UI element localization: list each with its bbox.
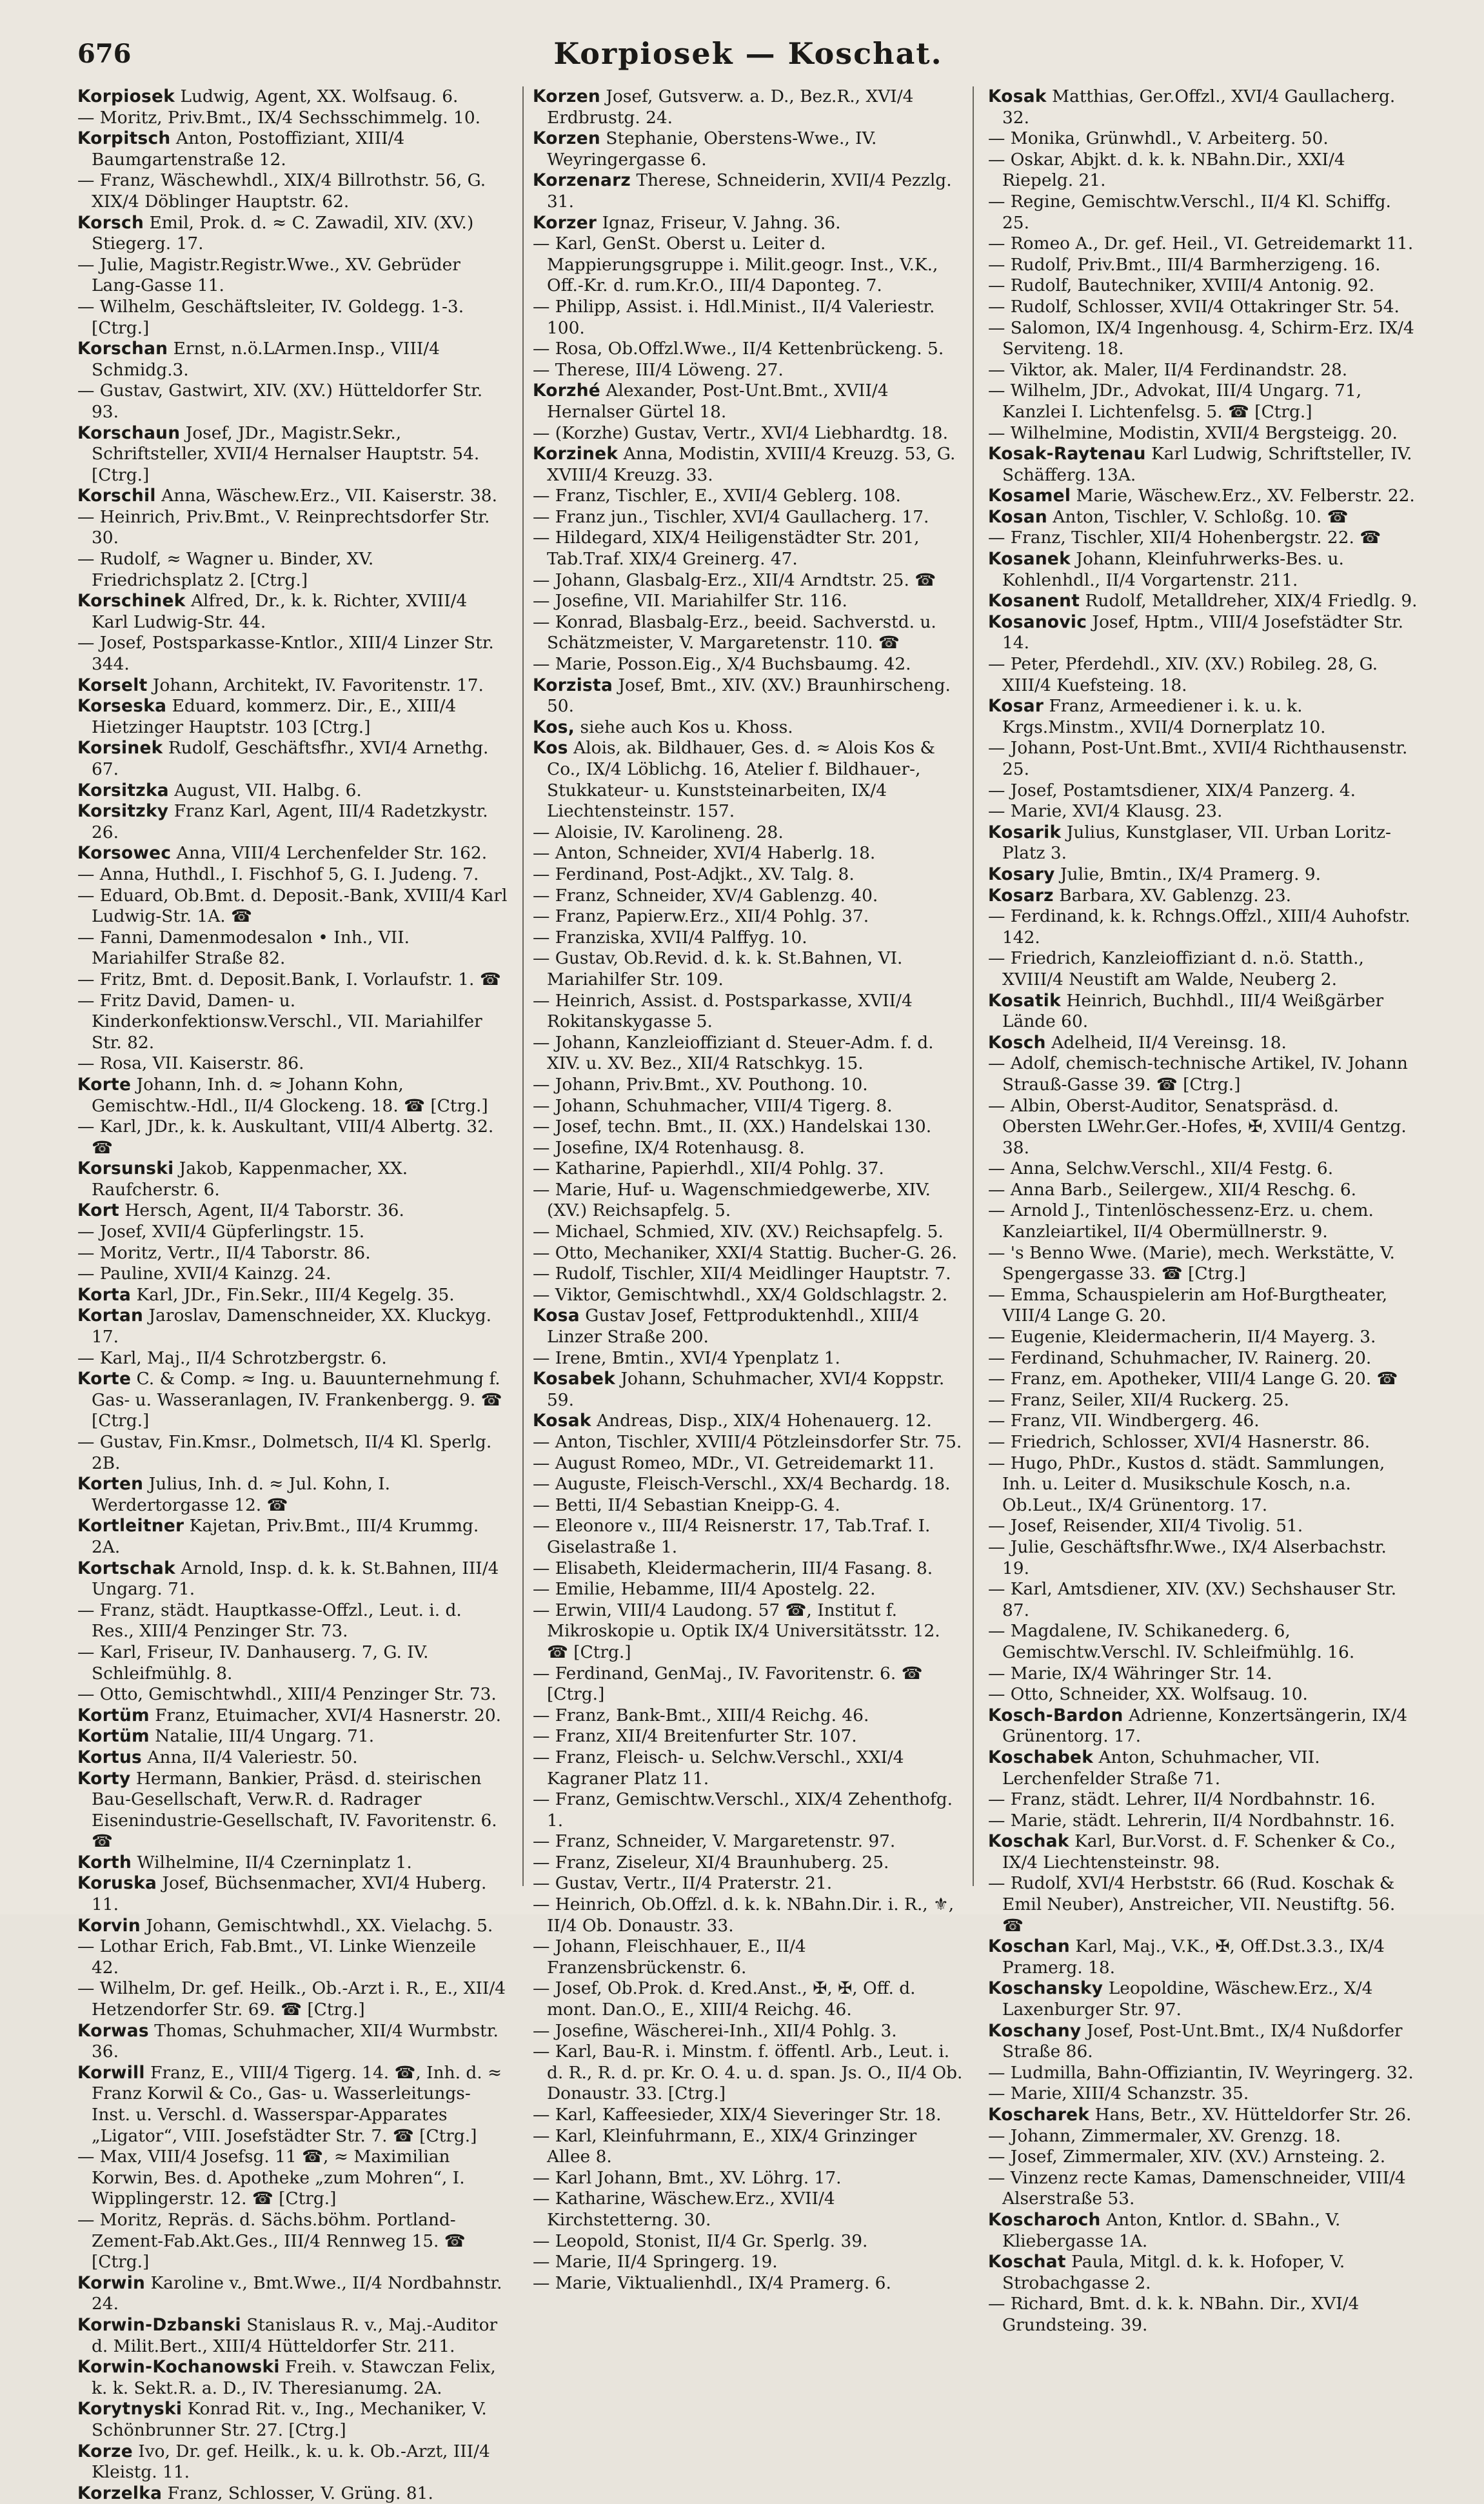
directory-entry: — Josef, XVII/4 Güpferlingstr. 15. [77, 1222, 365, 1242]
directory-entry: — Fanni, Damenmodesalon • Inh., VII. Mariahilfer Straße 82. [77, 927, 410, 969]
directory-entry: — Heinrich, Priv.Bmt., V. Reinprechtsdorfer Str. 30. [77, 506, 490, 548]
directory-entry: — Franz, Gemischtw.Verschl., XIX/4 Zehenthofg. 1. [533, 1789, 953, 1831]
directory-entry: — Johann, Kanzleioffiziant d. Steuer-Adm. f. d. XIV. u. XV. Bez., XII/4 Ratschkyg. 15. [533, 1032, 934, 1074]
directory-entry: Kosanent Rudolf, Metalldreher, XIX/4 Friedlg. 9. [988, 591, 1418, 611]
directory-entry: Kosa Gustav Josef, Fettproduktenhdl., XIII/4 Linzer Straße 200. [533, 1306, 920, 1347]
directory-entry: Korte Johann, Inh. d. ≈ Johann Kohn, Gemischtw.-Hdl., II/4 Glockeng. 18. ☎ [Ctrg.] [77, 1074, 488, 1116]
page-header [77, 34, 1419, 79]
directory-entry: — Franz, städt. Lehrer, II/4 Nordbahnstr. 16. [988, 1789, 1376, 1810]
directory-entry: Koscharek Hans, Betr., XV. Hütteldorfer Str. 26. [988, 2105, 1412, 2125]
directory-entry: — Anna, Huthdl., I. Fischhof 5, G. I. Judeng. 7. [77, 864, 479, 884]
directory-entry: — Emilie, Hebamme, III/4 Apostelg. 22. [533, 1579, 876, 1600]
directory-entry: — Marie, städt. Lehrerin, II/4 Nordbahnstr. 16. [988, 1810, 1395, 1831]
directory-entry: — Ferdinand, Schuhmacher, IV. Rainerg. 20. [988, 1347, 1372, 1368]
directory-entry: — Wilhelmine, Modistin, XVII/4 Bergsteigg. 20. [988, 422, 1398, 443]
directory-entry: Kortschak Arnold, Insp. d. k. k. St.Bahnen, III/4 Ungarg. 71. [77, 1558, 499, 1600]
directory-entry: — Oskar, Abjkt. d. k. k. NBahn.Dir., XXI/4 Riepelg. 21. [988, 149, 1345, 191]
directory-entry: Korzhé Alexander, Post-Unt.Bmt., XVII/4 Hernalser Gürtel 18. [533, 381, 889, 422]
directory-entry: — Karl, GenSt. Oberst u. Leiter d. Mappierungsgruppe i. Milit.geogr. Inst., V.K., Off.-Kr. d. rum.Kr.O., III/4 Daponteg. 7. [533, 234, 938, 296]
directory-entry: — Richard, Bmt. d. k. k. NBahn. Dir., XVI/4 Grundsteing. 39. [988, 2294, 1360, 2335]
directory-entry: Korsch Emil, Prok. d. ≈ C. Zawadil, XIV. (XV.) Stiegerg. 17. [77, 212, 474, 254]
directory-entry: Kort Hersch, Agent, II/4 Taborstr. 36. [77, 1200, 404, 1221]
directory-entry: — Marie, Huf- u. Wagenschmiedgewerbe, XIV. (XV.) Reichsapfelg. 5. [533, 1179, 931, 1221]
directory-entry: — Wilhelm, JDr., Advokat, III/4 Ungarg. 71, Kanzlei I. Lichtenfelsg. 5. ☎ [Ctrg.] [988, 381, 1362, 422]
directory-entry: — Johann, Schuhmacher, VIII/4 Tigerg. 8. [533, 1095, 893, 1116]
directory-entry: — Hugo, PhDr., Kustos d. städt. Sammlungen, Inh. u. Leiter d. Musikschule Kosch, n.a. Ob.Leut., IX/4 Grünentorg. 17. [988, 1453, 1385, 1515]
directory-entry: Korsitzky Franz Karl, Agent, III/4 Radetzkystr. 26. [77, 801, 488, 842]
directory-entry: — Eugenie, Kleidermacherin, II/4 Mayerg. 3. [988, 1327, 1376, 1347]
directory-entry: Korzista Josef, Bmt., XIV. (XV.) Braunhirscheng. 50. [533, 675, 951, 717]
directory-entry: Korwill Franz, E., VIII/4 Tigerg. 14. ☎, Inh. d. ≈ Franz Korwil & Co., Gas- u. Wasserleitungs-Inst. u. Verschl. d. Wasserspar-Apparates „Ligator“, VIII. Josefstädter Str. 7. ☎ [Ctrg.] [77, 2062, 502, 2146]
directory-entry: — Franz, XII/4 Breitenfurter Str. 107. [533, 1726, 857, 1747]
directory-entry: Korth Wilhelmine, II/4 Czerninplatz 1. [77, 1852, 412, 1873]
directory-entry: — (Korzhe) Gustav, Vertr., XVI/4 Liebhardtg. 18. [533, 422, 948, 443]
directory-entry: — Rudolf, Schlosser, XVII/4 Ottakringer Str. 54. [988, 296, 1400, 317]
directory-entry: — Irene, Bmtin., XVI/4 Ypenplatz 1. [533, 1347, 840, 1368]
directory-entry: — Rudolf, ≈ Wagner u. Binder, XV. Friedrichsplatz 2. [Ctrg.] [77, 549, 374, 590]
directory-entry: — Franz, Ziseleur, XI/4 Braunhuberg. 25. [533, 1852, 889, 1873]
directory-entry: Korze Ivo, Dr. gef. Heilk., k. u. k. Ob.-Arzt, III/4 Kleistg. 11. [77, 2441, 490, 2483]
directory-entry: — Moritz, Repräs. d. Sächs.böhm. Portland-Zement-Fab.Akt.Ges., III/4 Rennweg 15. ☎ [Ctrg.] [77, 2209, 466, 2272]
directory-entry: — Philipp, Assist. i. Hdl.Minist., II/4 Valeriestr. 100. [533, 296, 935, 338]
directory-entry: — Magdalene, IV. Schikanederg. 6, Gemischtw.Verschl. IV. Schleifmühlg. 16. [988, 1621, 1355, 1662]
directory-entry: — Karl, Bau-R. i. Minstm. f. öffentl. Arb., Leut. i. d. R., R. d. pr. Kr. O. 4. u. d. span. Js. O., II/4 Ob. Donaustr. 33. [Ctrg.] [533, 2042, 963, 2104]
directory-entry: Kosanovic Josef, Hptm., VIII/4 Josefstädter Str. 14. [988, 611, 1404, 653]
directory-entry: Kortus Anna, II/4 Valeriestr. 50. [77, 1747, 358, 1767]
directory-entry: Korwas Thomas, Schuhmacher, XII/4 Wurmbstr. 36. [77, 2020, 499, 2062]
directory-entry: Kosatik Heinrich, Buchhdl., III/4 Weißgärber Lände 60. [988, 990, 1384, 1032]
directory-entry: — Karl, JDr., k. k. Auskultant, VIII/4 Albertg. 32. ☎ [77, 1117, 494, 1158]
directory-entry: — Heinrich, Assist. d. Postsparkasse, XVII/4 Rokitanskygasse 5. [533, 990, 913, 1032]
directory-columns [77, 86, 1419, 2503]
directory-entry: — Michael, Schmied, XIV. (XV.) Reichsapfelg. 5. [533, 1222, 944, 1242]
directory-entry: — Franziska, XVII/4 Palffyg. 10. [533, 927, 807, 948]
directory-entry: — Anton, Tischler, XVIII/4 Pötzleinsdorfer Str. 75. [533, 1432, 962, 1452]
directory-entry: — Rudolf, Priv.Bmt., III/4 Barmherzigeng. 16. [988, 254, 1381, 275]
directory-entry: — Marie, Viktualienhdl., IX/4 Pramerg. 6. [533, 2272, 891, 2293]
page-number: 676 [77, 39, 132, 69]
directory-entry: — Lothar Erich, Fab.Bmt., VI. Linke Wienzeile 42. [77, 1936, 477, 1978]
directory-entry: Korpitsch Anton, Postoffiziant, XIII/4 Baumgartenstraße 12. [77, 128, 405, 170]
directory-entry: Korsunski Jakob, Kappenmacher, XX. Raufcherstr. 6. [77, 1158, 408, 1200]
directory-entry: — Gustav, Vertr., II/4 Praterstr. 21. [533, 1873, 833, 1894]
directory-entry: — Franz, Fleisch- u. Selchw.Verschl., XXI/4 Kagraner Platz 11. [533, 1747, 904, 1789]
directory-entry: — Otto, Mechaniker, XXI/4 Stattig. Bucher-G. 26. [533, 1242, 957, 1263]
directory-entry: — Karl Johann, Bmt., XV. Löhrg. 17. [533, 2167, 842, 2188]
directory-entry: — Marie, IX/4 Währinger Str. 14. [988, 1663, 1272, 1684]
directory-entry: Kosabek Johann, Schuhmacher, XVI/4 Koppstr. 59. [533, 1369, 945, 1410]
directory-entry: Korzer Ignaz, Friseur, V. Jahng. 36. [533, 212, 841, 233]
directory-entry: — Anna, Selchw.Verschl., XII/4 Festg. 6. [988, 1158, 1334, 1179]
directory-entry: — Betti, II/4 Sebastian Kneipp-G. 4. [533, 1495, 840, 1515]
directory-entry: — Marie, XVI/4 Klausg. 23. [988, 801, 1223, 822]
directory-entry: — Viktor, Gemischtwhdl., XX/4 Goldschlagstr. 2. [533, 1284, 948, 1305]
directory-entry: Kosar Franz, Armeediener i. k. u. k. Krgs.Minstm., XVII/4 Dornerplatz 10. [988, 696, 1326, 737]
directory-entry: — Eleonore v., III/4 Reisnerstr. 17, Tab.Traf. I. Giselastraße 1. [533, 1516, 931, 1557]
directory-entry: — Julie, Magistr.Registr.Wwe., XV. Gebrüder Lang-Gasse 11. [77, 254, 460, 296]
directory-entry: — Johann, Glasbalg-Erz., XII/4 Arndtstr. 25. ☎ [533, 570, 936, 590]
directory-entry: — Ferdinand, Post-Adjkt., XV. Talg. 8. [533, 864, 855, 884]
directory-entry: — Wilhelm, Geschäftsleiter, IV. Goldegg. 1-3. [Ctrg.] [77, 296, 464, 338]
directory-entry: — Josef, Reisender, XII/4 Tivolig. 51. [988, 1516, 1303, 1536]
directory-entry: — Julie, Geschäftsfhr.Wwe., IX/4 Alserbachstr. 19. [988, 1536, 1387, 1578]
directory-entry: Kosamel Marie, Wäschew.Erz., XV. Felberstr. 22. [988, 486, 1415, 506]
directory-entry: Korzelka Franz, Schlosser, V. Grüng. 81. [77, 2483, 433, 2503]
directory-entry: — Otto, Gemischtwhdl., XIII/4 Penzinger Str. 73. [77, 1684, 497, 1705]
directory-entry: Kortan Jaroslav, Damenschneider, XX. Kluckyg. 17. [77, 1306, 492, 1347]
directory-entry: Korschan Ernst, n.ö.LArmen.Insp., VIII/4 Schmidg.3. [77, 339, 440, 380]
directory-entry: — Romeo A., Dr. gef. Heil., VI. Getreidemarkt 11. [988, 234, 1414, 254]
directory-entry: Kortleitner Kajetan, Priv.Bmt., III/4 Krummg. 2A. [77, 1516, 479, 1557]
directory-entry: — Franz, Bank-Bmt., XIII/4 Reichg. 46. [533, 1705, 869, 1725]
directory-entry: — Anton, Schneider, XVI/4 Haberlg. 18. [533, 843, 876, 864]
directory-entry: — Salomon, IX/4 Ingenhousg. 4, Schirm-Erz. IX/4 Serviteng. 18. [988, 317, 1414, 359]
directory-entry: — Josef, techn. Bmt., II. (XX.) Handelskai 130. [533, 1117, 932, 1137]
running-head: Korpiosek — Koschat. [553, 36, 943, 71]
directory-entry: — Auguste, Fleisch-Verschl., XX/4 Bechardg. 18. [533, 1474, 951, 1495]
directory-entry: — Josefine, IX/4 Rotenhausg. 8. [533, 1137, 805, 1158]
directory-entry: — Friedrich, Schlosser, XVI/4 Hasnerstr. 86. [988, 1432, 1370, 1452]
directory-entry: Koschak Karl, Bur.Vorst. d. F. Schenker & Co., IX/4 Liechtensteinstr. 98. [988, 1831, 1396, 1873]
column-left [77, 86, 508, 2503]
directory-entry: — Franz, Wäschewhdl., XIX/4 Billrothstr. 56, G. XIX/4 Döblinger Hauptstr. 62. [77, 170, 486, 212]
directory-entry: — Karl, Amtsdiener, XIV. (XV.) Sechshauser Str. 87. [988, 1579, 1397, 1620]
directory-entry: — Emma, Schauspielerin am Hof-Burgtheater, VIII/4 Lange G. 20. [988, 1284, 1388, 1326]
directory-entry: — Friedrich, Kanzleioffiziant d. n.ö. Statth., XVIII/4 Neustift am Walde, Neuberg 2. [988, 948, 1364, 989]
directory-entry: — Therese, III/4 Löweng. 27. [533, 359, 784, 380]
directory-entry: — Moritz, Priv.Bmt., IX/4 Sechsschimmelg. 10. [77, 107, 481, 128]
directory-entry: — Josef, Zimmermaler, XIV. (XV.) Arnsteing. 2. [988, 2147, 1386, 2167]
directory-entry: Korten Julius, Inh. d. ≈ Jul. Kohn, I. Werdertorgasse 12. ☎ [77, 1474, 391, 1515]
directory-entry: — Ferdinand, k. k. Rchngs.Offzl., XIII/4 Auhofstr. 142. [988, 906, 1410, 948]
directory-entry: Korwin-Kochanowski Freih. v. Stawczan Felix, k. k. Sekt.R. a. D., IV. Theresianumg. 2A. [77, 2357, 496, 2398]
directory-entry: Korta Karl, JDr., Fin.Sekr., III/4 Kegelg. 35. [77, 1284, 455, 1305]
directory-entry: — Viktor, ak. Maler, II/4 Ferdinandstr. 28. [988, 359, 1348, 380]
directory-entry: — Josef, Ob.Prok. d. Kred.Anst., ✠, ✠, Off. d. mont. Dan.O., E., XIII/4 Reichg. 46. [533, 1978, 916, 2020]
directory-entry: — Marie, Posson.Eig., X/4 Buchsbaumg. 42. [533, 654, 911, 675]
directory-entry: Kosan Anton, Tischler, V. Schloßg. 10. ☎ [988, 506, 1349, 527]
directory-entry: — Vinzenz recte Kamas, Damenschneider, VIII/4 Alserstraße 53. [988, 2167, 1406, 2209]
directory-entry: Koschabek Anton, Schuhmacher, VII. Lerchenfelder Straße 71. [988, 1747, 1320, 1789]
directory-entry: — Wilhelm, Dr. gef. Heilk., Ob.-Arzt i. R., E., XII/4 Hetzendorfer Str. 69. ☎ [Ctrg.] [77, 1978, 506, 2020]
directory-entry: — August Romeo, MDr., VI. Getreidemarkt 11. [533, 1453, 935, 1473]
directory-entry: — Karl, Kleinfuhrmann, E., XIX/4 Grinzinger Allee 8. [533, 2125, 917, 2167]
directory-entry: — Franz, Schneider, V. Margaretenstr. 97. [533, 1831, 896, 1852]
directory-entry: — Arnold J., Tintenlöschessenz-Erz. u. chem. Kanzleiartikel, II/4 Obermüllnerstr. 9. [988, 1200, 1374, 1242]
directory-entry: Korty Hermann, Bankier, Präsd. d. steirischen Bau-Gesellschaft, Verw.R. d. Radrager Eisenindustrie-Gesellschaft, IV. Favoritenstr. 6. ☎ [77, 1768, 497, 1852]
directory-entry: — Rudolf, XVI/4 Herbststr. 66 (Rud. Koschak & Emil Neuber), Anstreicher, VII. Neustiftg. 56. ☎ [988, 1873, 1396, 1936]
directory-entry: Kosarik Julius, Kunstglaser, VII. Urban Loritz-Platz 3. [988, 822, 1391, 864]
directory-entry: — Leopold, Stonist, II/4 Gr. Sperlg. 39. [533, 2231, 868, 2251]
directory-entry: — Johann, Zimmermaler, XV. Grenzg. 18. [988, 2125, 1341, 2146]
directory-entry: Korzinek Anna, Modistin, XVIII/4 Kreuzg. 53, G. XVIII/4 Kreuzg. 33. [533, 444, 956, 485]
directory-entry: — Moritz, Vertr., II/4 Taborstr. 86. [77, 1242, 371, 1263]
directory-entry: Korschaun Josef, JDr., Magistr.Sekr., Schriftsteller, XVII/4 Hernalser Hauptstr. 54. [Ctrg.] [77, 422, 480, 485]
directory-entry: Korsowec Anna, VIII/4 Lerchenfelder Str. 162. [77, 843, 488, 864]
directory-entry: Korschinek Alfred, Dr., k. k. Richter, XVIII/4 Karl Ludwig-Str. 44. [77, 591, 468, 632]
directory-entry: — Heinrich, Ob.Offzl. d. k. k. NBahn.Dir. i. R., ⚜, II/4 Ob. Donaustr. 33. [533, 1894, 955, 1936]
directory-entry: — Franz, Schneider, XV/4 Gablenzg. 40. [533, 885, 878, 906]
directory-entry: — Marie, II/4 Springerg. 19. [533, 2252, 778, 2272]
directory-entry: Kosak-Raytenau Karl Ludwig, Schriftsteller, IV. Schäfferg. 13A. [988, 444, 1412, 485]
directory-entry: Kosary Julie, Bmtin., IX/4 Pramerg. 9. [988, 864, 1321, 884]
column-right [988, 86, 1419, 2335]
directory-entry: — Rudolf, Tischler, XII/4 Meidlinger Hauptstr. 7. [533, 1264, 951, 1284]
directory-entry: Koscharoch Anton, Kntlor. d. SBahn., V. Kliebergasse 1A. [988, 2209, 1341, 2251]
directory-entry: — Max, VIII/4 Josefsg. 11 ☎, ≈ Maximilian Korwin, Bes. d. Apotheke „zum Mohren“, I. Wipplingerstr. 12. ☎ [Ctrg.] [77, 2147, 465, 2209]
directory-entry: Korzen Stephanie, Oberstens-Wwe., IV. Weyringergasse 6. [533, 128, 877, 170]
directory-entry: — Monika, Grünwhdl., V. Arbeiterg. 50. [988, 128, 1329, 149]
directory-entry: Koschan Karl, Maj., V.K., ✠, Off.Dst.3.3., IX/4 Pramerg. 18. [988, 1936, 1385, 1978]
directory-entry: — Anna Barb., Seilergew., XII/4 Reschg. 6. [988, 1179, 1357, 1200]
directory-entry: Kortüm Natalie, III/4 Ungarg. 71. [77, 1726, 375, 1747]
directory-entry: Kosarz Barbara, XV. Gablenzg. 23. [988, 885, 1292, 906]
directory-entry: — Johann, Fleischhauer, E., II/4 Franzensbrückenstr. 6. [533, 1936, 806, 1978]
directory-entry: — Elisabeth, Kleidermacherin, III/4 Fasang. 8. [533, 1558, 933, 1578]
directory-entry: Korte C. & Comp. ≈ Ing. u. Bauunternehmung f. Gas- u. Wasseranlagen, IV. Frankenbergg. 9. ☎ [Ctrg.] [77, 1369, 502, 1431]
directory-entry: Korvin Johann, Gemischtwhdl., XX. Vielachg. 5. [77, 1915, 493, 1936]
directory-entry: — Pauline, XVII/4 Kainzg. 24. [77, 1264, 331, 1284]
directory-entry: — Karl, Friseur, IV. Danhauserg. 7, G. IV. Schleifmühlg. 8. [77, 1642, 429, 1684]
directory-entry: Koschat Paula, Mitgl. d. k. k. Hofoper, V. Strobachgasse 2. [988, 2252, 1345, 2293]
directory-entry: — Fritz David, Damen- u. Kinderkonfektionsw.Verschl., VII. Mariahilfer Str. 82. [77, 990, 482, 1053]
directory-entry: — Josef, Postsparkasse-Kntlor., XIII/4 Linzer Str. 344. [77, 633, 494, 675]
directory-entry: — Peter, Pferdehdl., XIV. (XV.) Robileg. 28, G. XIII/4 Kuefsteing. 18. [988, 654, 1378, 695]
directory-entry: — Franz, Tischler, E., XVII/4 Geblerg. 108. [533, 486, 901, 506]
directory-entry: — Fritz, Bmt. d. Deposit.Bank, I. Vorlaufstr. 1. ☎ [77, 969, 501, 989]
column-middle [522, 86, 974, 2293]
directory-entry: Korschil Anna, Wäschew.Erz., VII. Kaiserstr. 38. [77, 486, 497, 506]
directory-entry: — Ferdinand, GenMaj., IV. Favoritenstr. 6. ☎ [Ctrg.] [533, 1663, 923, 1705]
directory-entry: Kosak Andreas, Disp., XIX/4 Hohenauerg. 12. [533, 1411, 932, 1431]
directory-entry: Koschansky Leopoldine, Wäschew.Erz., X/4 Laxenburger Str. 97. [988, 1978, 1373, 2020]
directory-entry: — Regine, Gemischtw.Verschl., II/4 Kl. Schiffg. 25. [988, 191, 1391, 233]
directory-entry: — Josefine, VII. Mariahilfer Str. 116. [533, 591, 847, 611]
directory-entry: — Karl, Kaffeesieder, XIX/4 Sieveringer Str. 18. [533, 2105, 942, 2125]
directory-entry: Kosanek Johann, Kleinfuhrwerks-Bes. u. Kohlenhdl., II/4 Vorgartenstr. 211. [988, 549, 1344, 590]
directory-entry: — Konrad, Blasbalg-Erz., beeid. Sachverstd. u. Schätzmeister, V. Margaretenstr. 110. ☎ [533, 611, 936, 653]
directory-entry: Korsinek Rudolf, Geschäftsfhr., XVI/4 Arnethg. 67. [77, 738, 489, 779]
directory-entry: — Josef, Postamtsdiener, XIX/4 Panzerg. 4. [988, 780, 1356, 800]
directory-entry: Kortüm Franz, Etuimacher, XVI/4 Hasnerstr. 20. [77, 1705, 501, 1725]
directory-entry: — Erwin, VIII/4 Laudong. 57 ☎, Institut f. Mikroskopie u. Optik IX/4 Universitätsstr. 12. ☎ [Ctrg.] [533, 1600, 940, 1662]
directory-entry: — Rosa, Ob.Offzl.Wwe., II/4 Kettenbrückeng. 5. [533, 339, 944, 359]
directory-entry: Korsitzka August, VII. Halbg. 6. [77, 780, 362, 800]
directory-entry: — Hildegard, XIX/4 Heiligenstädter Str. 201, Tab.Traf. XIX/4 Greinerg. 47. [533, 528, 920, 570]
directory-entry: Koschany Josef, Post-Unt.Bmt., IX/4 Nußdorfer Straße 86. [988, 2020, 1403, 2062]
directory-entry: — Rudolf, Bautechniker, XVIII/4 Antonig. 92. [988, 275, 1374, 296]
directory-entry: — Franz, Tischler, XII/4 Hohenbergstr. 22. ☎ [988, 528, 1381, 548]
directory-entry: — Franz, städt. Hauptkasse-Offzl., Leut. i. d. Res., XIII/4 Penzinger Str. 73. [77, 1600, 462, 1642]
directory-entry: — Franz jun., Tischler, XVI/4 Gaullacherg. 17. [533, 506, 929, 527]
directory-entry: Korselt Johann, Architekt, IV. Favoritenstr. 17. [77, 675, 484, 695]
directory-entry: Kosch Adelheid, II/4 Vereinsg. 18. [988, 1032, 1287, 1053]
directory-entry: Korzen Josef, Gutsverw. a. D., Bez.R., XVI/4 Erdbrustg. 24. [533, 86, 914, 128]
directory-entry: — Albin, Oberst-Auditor, Senatspräsd. d. Obersten LWehr.Ger.-Hofes, ✠, XVIII/4 Gentzg. 38. [988, 1095, 1407, 1158]
directory-entry: — Eduard, Ob.Bmt. d. Deposit.-Bank, XVIII/4 Karl Ludwig-Str. 1A. ☎ [77, 885, 508, 927]
directory-entry: — Karl, Maj., II/4 Schrotzbergstr. 6. [77, 1347, 387, 1368]
directory-entry: — Franz, em. Apotheker, VIII/4 Lange G. 20. ☎ [988, 1369, 1398, 1389]
directory-entry: — Ludmilla, Bahn-Offiziantin, IV. Weyringerg. 32. [988, 2062, 1414, 2083]
directory-entry: — Marie, XIII/4 Schanzstr. 35. [988, 2083, 1249, 2104]
directory-entry: — Gustav, Ob.Revid. d. k. k. St.Bahnen, VI. Mariahilfer Str. 109. [533, 948, 903, 989]
directory-entry: — Katharine, Papierhdl., XII/4 Pohlg. 37. [533, 1158, 884, 1179]
directory-entry: Korwin-Dzbanski Stanislaus R. v., Maj.-Auditor d. Milit.Bert., XIII/4 Hütteldorfer Str. 211. [77, 2314, 498, 2356]
directory-entry: — Katharine, Wäschew.Erz., XVII/4 Kirchstetterng. 30. [533, 2189, 835, 2230]
directory-entry: — Franz, Seiler, XII/4 Ruckerg. 25. [988, 1389, 1290, 1410]
directory-entry: Kos Alois, ak. Bildhauer, Ges. d. ≈ Alois Kos & Co., IX/4 Löblichg. 16, Atelier f. Bildhauer-, Stukkateur- u. Kunststeinarbeiten, IX/4 Liechtensteinstr. 157. [533, 738, 936, 822]
directory-entry: — Gustav, Fin.Kmsr., Dolmetsch, II/4 Kl. Sperlg. 2B. [77, 1432, 492, 1473]
directory-entry: Kosak Matthias, Ger.Offzl., XVI/4 Gaullacherg. 32. [988, 86, 1396, 128]
directory-entry: Koruska Josef, Büchsenmacher, XVI/4 Huberg. 11. [77, 1873, 487, 1915]
directory-entry: — 's Benno Wwe. (Marie), mech. Werkstätte, V. Spengergasse 33. ☎ [Ctrg.] [988, 1242, 1395, 1284]
directory-entry: — Johann, Priv.Bmt., XV. Pouthong. 10. [533, 1074, 868, 1095]
directory-entry: Korzenarz Therese, Schneiderin, XVII/4 Pezzlg. 31. [533, 170, 952, 212]
directory-entry: — Franz, VII. Windbergerg. 46. [988, 1411, 1260, 1431]
directory-entry: Kos, siehe auch Kos u. Khoss. [533, 717, 793, 737]
directory-entry: — Adolf, chemisch-technische Artikel, IV. Johann Strauß-Gasse 39. ☎ [Ctrg.] [988, 1053, 1408, 1095]
directory-entry: — Otto, Schneider, XX. Wolfsaug. 10. [988, 1684, 1308, 1705]
directory-entry: Korwin Karoline v., Bmt.Wwe., II/4 Nordbahnstr. 24. [77, 2272, 502, 2314]
directory-entry: — Josefine, Wäscherei-Inh., XII/4 Pohlg. 3. [533, 2020, 897, 2041]
directory-entry: Korseska Eduard, kommerz. Dir., E., XIII/4 Hietzinger Hauptstr. 103 [Ctrg.] [77, 696, 457, 737]
directory-entry: Kosch-Bardon Adrienne, Konzertsängerin, IX/4 Grünentorg. 17. [988, 1705, 1408, 1747]
directory-entry: Korpiosek Ludwig, Agent, XX. Wolfsaug. 6. [77, 86, 459, 106]
directory-entry: — Aloisie, IV. Karolineng. 28. [533, 822, 784, 842]
directory-entry: — Rosa, VII. Kaiserstr. 86. [77, 1053, 304, 1074]
directory-entry: Korytnyski Konrad Rit. v., Ing., Mechaniker, V. Schönbrunner Str. 27. [Ctrg.] [77, 2399, 487, 2440]
directory-entry: — Franz, Papierw.Erz., XII/4 Pohlg. 37. [533, 906, 869, 927]
directory-entry: — Gustav, Gastwirt, XIV. (XV.) Hütteldorfer Str. 93. [77, 381, 483, 422]
directory-entry: — Johann, Post-Unt.Bmt., XVII/4 Richthausenstr. 25. [988, 738, 1408, 779]
